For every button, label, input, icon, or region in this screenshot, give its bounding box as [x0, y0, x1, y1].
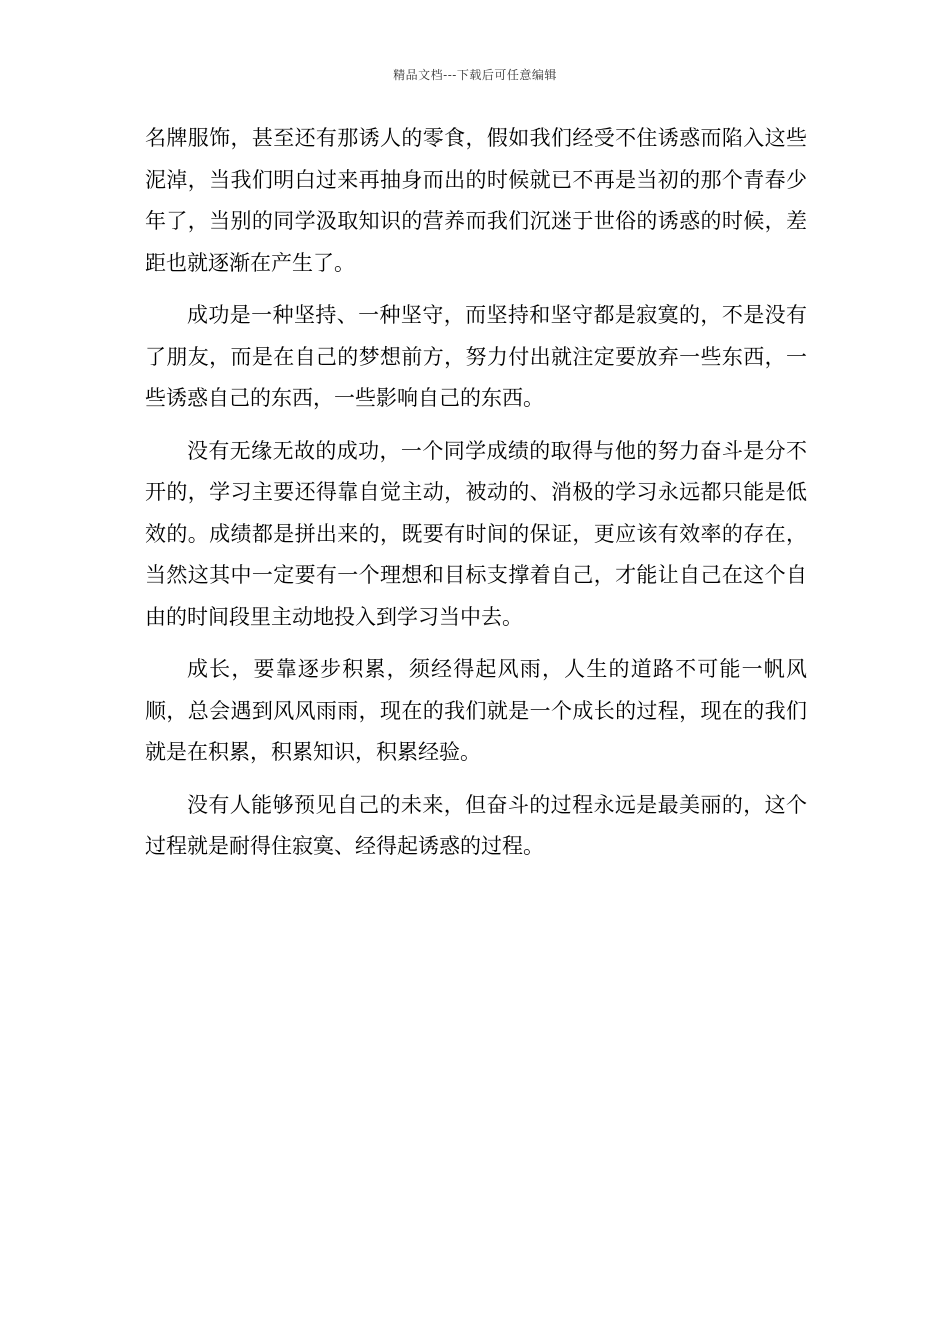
paragraph-1: 名牌服饰，甚至还有那诱人的零食，假如我们经受不住诱惑而陷入这些泥淖，当我们明白过来再抽身而出的时候就已不再是当初的那个青春少年了，当别的同学汲取知识的营养而我们沉迷于世俗的诱惑的时候，差距也就逐渐在产生了。 — [145, 126, 807, 275]
paragraph-4: 成长，要靠逐步积累，须经得起风雨，人生的道路不可能一帆风顺，总会遇到风风雨雨，现在的我们就是一个成长的过程，现在的我们就是在积累，积累知识，积累经验。 — [145, 657, 807, 764]
paragraph-3: 没有无缘无故的成功，一个同学成绩的取得与他的努力奋斗是分不开的，学习主要还得靠自觉主动，被动的、消极的学习永远都只能是低效的。成绩都是拼出来的，既要有时间的保证，更应该有效率的存在，当然这其中一定要有一个理想和目标支撑着自己，才能让自己在这个自由的时间段里主动地投入到学习当中去。 — [145, 438, 807, 629]
page-header: 精品文档---下载后可任意编辑 — [393, 68, 557, 82]
paragraph-5: 没有人能够预见自己的未来，但奋斗的过程永远是最美丽的，这个过程就是耐得住寂寞、经得起诱惑的过程。 — [145, 792, 807, 858]
paragraph-2: 成功是一种坚持、一种坚守，而坚持和坚守都是寂寞的，不是没有了朋友，而是在自己的梦想前方，努力付出就注定要放弃一些东西，一些诱惑自己的东西，一些影响自己的东西。 — [145, 303, 807, 410]
document-body — [145, 118, 807, 879]
